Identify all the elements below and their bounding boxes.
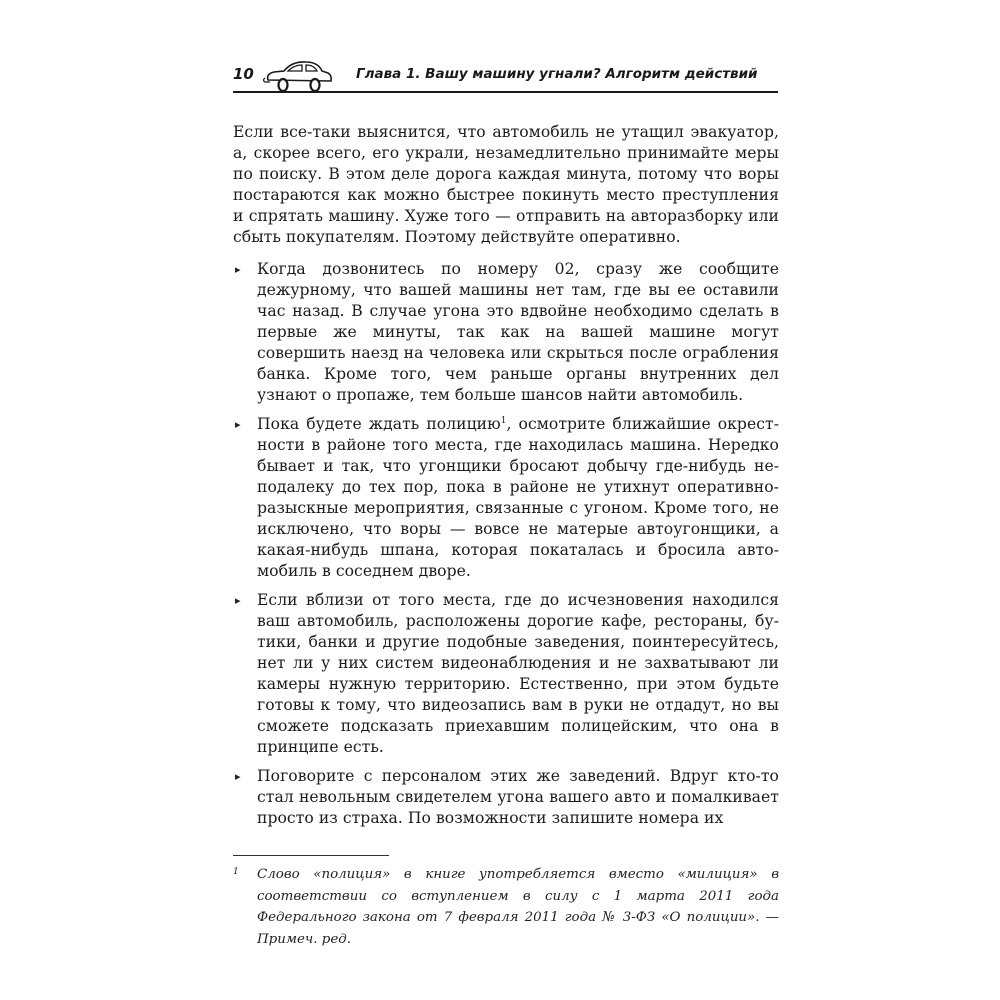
bullet-icon: ▸ [235, 418, 241, 431]
list-item-text: Пока будете ждать полицию [257, 415, 501, 433]
intro-paragraph: Если все-таки выяснится, что автомобиль не утащил эвакуатор, а, скорее всего, его украли, незамедлительно принимайте меры по поиску. В этом деле дорога каждая минута, потому что воры постараются как можно быстрее покинуть место преступления и спрятать машину. Хуже того — отправить на авторазборку или сбыть покупателям. Поэтому действуйте оперативно. [233, 123, 779, 246]
list-item [233, 259, 779, 406]
footnote-rule [233, 855, 389, 856]
main-text [233, 122, 779, 837]
list-item-text: Когда дозвонитесь по номеру 02, сразу же сообщите дежурному, что вашей машины нет там, где вы ее оставили час назад. В случае угона это вдвойне необходимо сделать в первые же минуты, так как на вашей машине могут совершить наезд на человека или скрыться после ограбления банка. Кроме того, чем раньше органы внутренних дел узнают о пропаже, тем больше шансов найти автомобиль. [257, 260, 779, 404]
list-item-text: Поговорите с персоналом этих же заведений. Вдруг кто-то стал невольным свидетелем угона вашего авто и помалкивает просто из страха. По возможности запишите номера их [257, 767, 779, 827]
header-rule [233, 91, 778, 93]
bullet-icon: ▸ [235, 594, 241, 607]
car-icon [262, 56, 336, 96]
list-item [233, 590, 779, 758]
footnote-text: Слово «полиция» в книге употребляется вместо «милиция» в соответствии со вступлением в силу с 1 марта 2011 года Федерального закона от 7 февраля 2011 года № 3-ФЗ «О полиции». — Примеч. ред. [257, 867, 779, 947]
bullet-icon: ▸ [235, 770, 241, 783]
list-item [233, 766, 779, 829]
footnote-mark: 1 [233, 867, 239, 877]
list-item-text: Если вблизи от того места, где до исчезновения находился ваш автомобиль, расположены дорогие кафе, рестораны, бутики, банки и другие подобные заведения, поинтересуйтесь, нет ли у них систем видеонаблюдения и не захватывают ли камеры нужную территорию. Естественно, при этом будьте готовы к тому, что видеозапись вам в руки не отдадут, но вы сможете подсказать приехавшим полицейским, что она в принципе есть. [257, 591, 779, 756]
page-number: 10 [233, 65, 254, 83]
chapter-title: Глава 1. Вашу машину угнали? Алгоритм действий [356, 66, 758, 82]
bullet-icon: ▸ [235, 263, 241, 276]
footnote [233, 864, 779, 950]
list-item [233, 414, 779, 582]
list-item-text-continued: , осмотрите ближайшие окрестности в районе того места, где находилась машина. Нередко бывает и так, что угонщики бросают добычу где-нибудь неподалеку до тех пор, пока в районе не утихнут оперативно-разыскные мероприятия, связанные с угоном. Кроме того, не исключено, что воры — вовсе не матерые автоугонщики, а какая-нибудь шпана, которая покаталась и бросила автомобиль в соседнем дворе. [257, 415, 779, 580]
footnote-reference[interactable]: 1 [500, 415, 507, 426]
